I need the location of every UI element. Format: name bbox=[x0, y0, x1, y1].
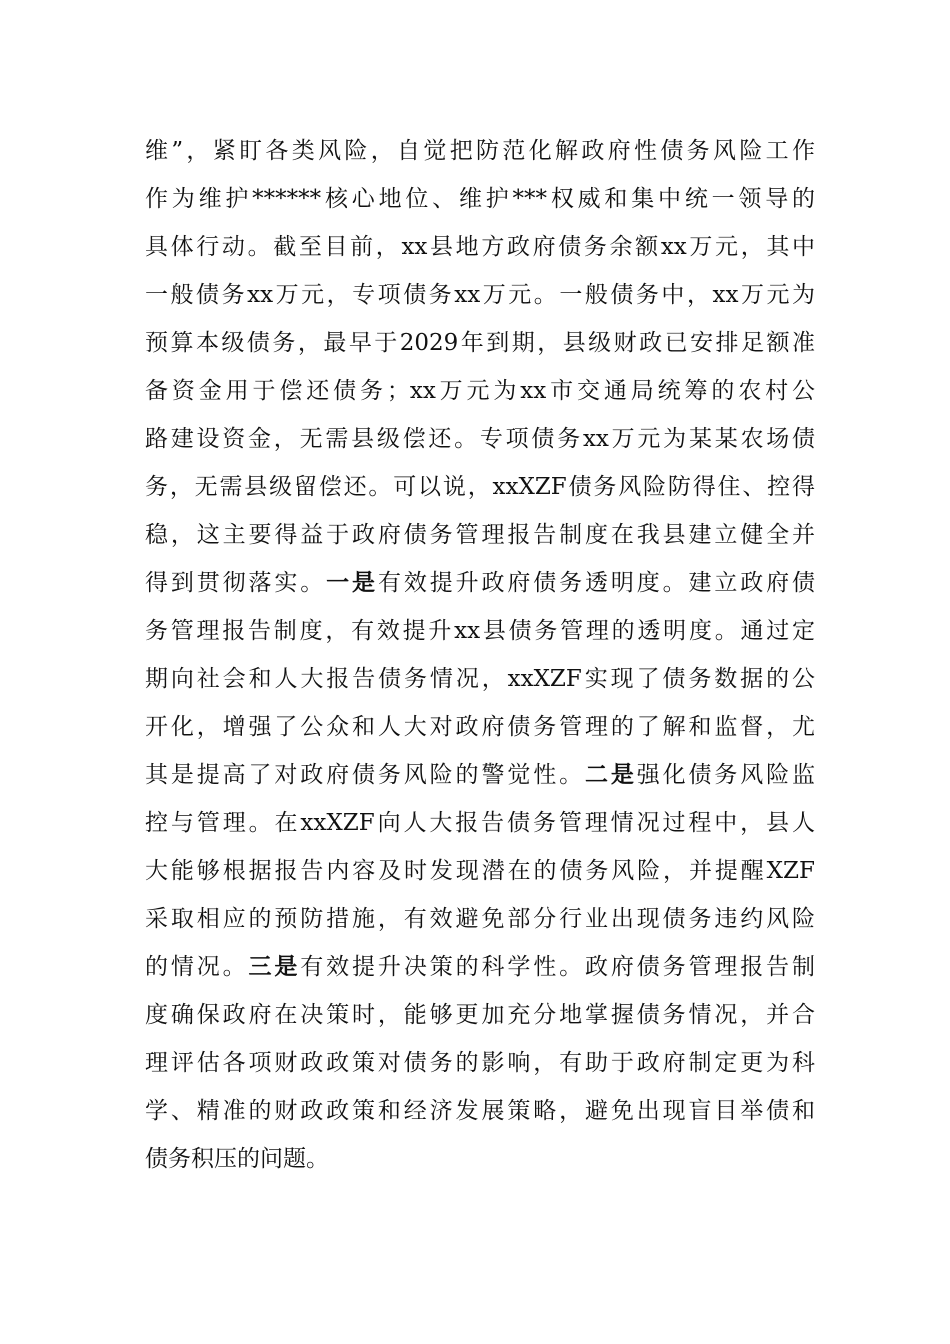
point-marker-1: 一是 bbox=[326, 569, 378, 596]
text-line-4: 一般债务xx万元，专项债务xx万元。一般债务中，xx万元为 bbox=[145, 282, 815, 308]
text-line-12: 期向社会和人大报告债务情况，xxXZF实现了债务数据的公 bbox=[145, 666, 815, 692]
body-paragraph bbox=[145, 127, 815, 1183]
point-marker-2: 二是 bbox=[584, 761, 637, 788]
text-line-9: 稳，这主要得益于政府债务管理报告制度在我县建立健全并 bbox=[145, 522, 815, 548]
text-line-7: 路建设资金，无需县级偿还。专项债务xx万元为某某农场债 bbox=[145, 426, 815, 452]
text-line-13: 开化，增强了公众和人大对政府债务管理的了解和监督，尤 bbox=[145, 714, 815, 740]
text-line-16: 大能够根据报告内容及时发现潜在的债务风险，并提醒XZF bbox=[145, 858, 815, 884]
text-line-8: 务，无需县级留偿还。可以说，xxXZF债务风险防得住、控得 bbox=[145, 474, 815, 500]
text-line-5: 预算本级债务，最早于2029年到期，县级财政已安排足额准 bbox=[145, 330, 815, 356]
text-line-21: 学、精准的财政政策和经济发展策略，避免出现盲目举债和 bbox=[145, 1098, 815, 1124]
text-line-19: 度确保政府在决策时，能够更加充分地掌握债务情况，并合 bbox=[145, 1002, 815, 1028]
text-line-22: 债务积压的问题。 bbox=[145, 1146, 329, 1172]
text-line-11: 务管理报告制度，有效提升xx县债务管理的透明度。通过定 bbox=[145, 618, 815, 644]
text-line-1: 维”，紧盯各类风险，自觉把防范化解政府性债务风险工作 bbox=[145, 138, 815, 164]
text-line-6: 备资金用于偿还债务；xx万元为xx市交通局统筹的农村公 bbox=[145, 378, 815, 404]
text-line-10: 得到贯彻落实。一是有效提升政府债务透明度。建立政府债 bbox=[145, 569, 815, 596]
text-line-15: 控与管理。在xxXZF向人大报告债务管理情况过程中，县人 bbox=[145, 810, 815, 836]
text-line-14: 其是提高了对政府债务风险的警觉性。二是强化债务风险监 bbox=[145, 761, 815, 788]
text-line-20: 理评估各项财政政策对债务的影响，有助于政府制定更为科 bbox=[145, 1050, 815, 1076]
text-line-18: 的情况。三是有效提升决策的科学性。政府债务管理报告制 bbox=[145, 953, 815, 980]
text-line-2: 作为维护******核心地位、维护***权威和集中统一领导的 bbox=[145, 186, 815, 212]
text-line-3: 具体行动。截至目前，xx县地方政府债务余额xx万元，其中 bbox=[145, 234, 815, 260]
text-line-17: 采取相应的预防措施，有效避免部分行业出现债务违约风险 bbox=[145, 906, 815, 932]
point-marker-3: 三是 bbox=[248, 953, 301, 980]
